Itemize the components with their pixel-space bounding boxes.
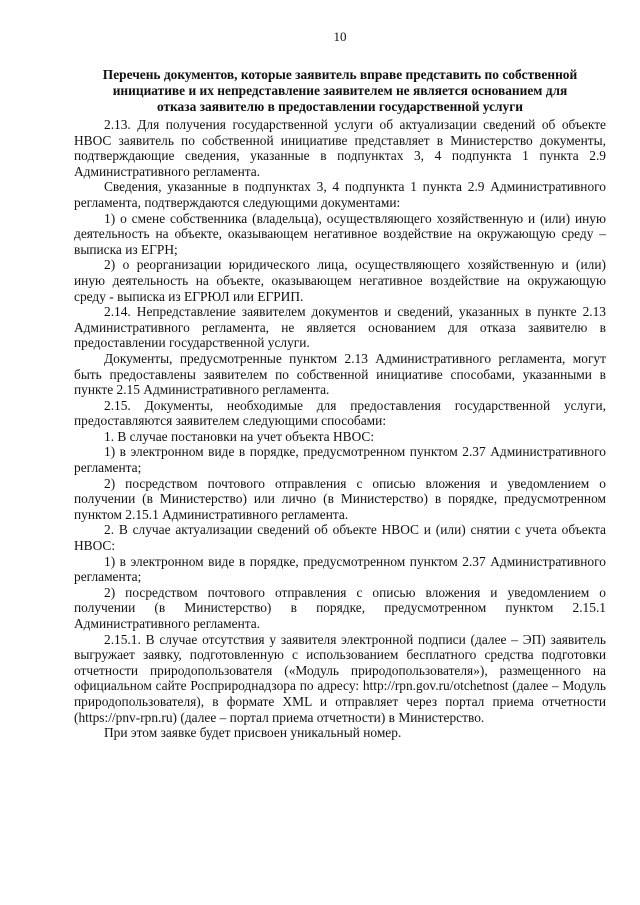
- list-item: 1) в электронном виде в порядке, предусмотренном пунктом 2.37 Административного регламента;: [74, 553, 606, 585]
- page-number: 10: [333, 29, 347, 44]
- heading-line: отказа заявителю в предоставлении государственной услуги: [156, 98, 524, 114]
- paragraph-2-15-1: 2.15.1. В случае отсутствия у заявителя электронной подписи (далее – ЭП) заявитель выгружает заявку, подготовленную с использованием бесплатного средства подготовки отчетности природопользователя («Модуль природопользователя»), размещенного на официальном сайте Росприроднадзора по адресу: http://rpn.gov.ru/otchetnost (далее – Модуль природопользователя), в формате XML и отправляет через портал приема отчетности (https://pnv-rpn.ru) (далее – портал приема отчетности) в Министерство.: [74, 631, 606, 725]
- list-item: 2) посредством почтового отправления с описью вложения и уведомлением о получении (в Министерство) или лично (в Министерство) в порядке, предусмотренном пунктом 2.15.1 Административного регламента.: [74, 475, 606, 522]
- document-body: [74, 117, 606, 741]
- list-item: 2) о реорганизации юридического лица, осуществляющего хозяйственную и (или) иную деятельность на объекте, оказывающем негативное воздействие на окружающую среду - выписка из ЕГРЮЛ или ЕГРИП.: [74, 257, 606, 304]
- paragraph-info-intro: Сведения, указанные в подпунктах 3, 4 подпункта 1 пункта 2.9 Административного регламента, подтверждаются следующими документами:: [74, 179, 606, 210]
- list-item: 2. В случае актуализации сведений об объекте НВОС и (или) снятии с учета объекта НВОС:: [74, 522, 606, 554]
- paragraph: Документы, предусмотренные пунктом 2.13 Административного регламента, могут быть предоставлены заявителем по собственной инициативе способами, указанными в пункте 2.15 Административного регламента.: [74, 350, 606, 398]
- paragraph-2-14: 2.14. Непредставление заявителем документов и сведений, указанных в пункте 2.13 Административного регламента, не является основанием для отказа заявителю в предоставлении государственной услуги.: [74, 304, 606, 351]
- list-item: 1. В случае постановки на учет объекта НВОС:: [104, 428, 375, 444]
- paragraph-2-13: 2.13. Для получения государственной услуги об актуализации сведений об объекте НВОС заявитель по собственной инициативе представляет в Министерство документы, подтверждающие сведения, указанные в подпунктах 3, 4 подпункта 1 пункта 2.9 Административного регламента.: [74, 117, 606, 179]
- section-heading: [74, 67, 606, 114]
- list-item: 1) о смене собственника (владельца), осуществляющего хозяйственную и (или) иную деятельность на объекте, оказывающем негативное воздействие на окружающую среду – выписка из ЕГРН;: [74, 210, 606, 257]
- list-item: 2) посредством почтового отправления с описью вложения и уведомлением о получении (в Министерство) в порядке, предусмотренном пунктом 2.15.1 Административного регламента.: [74, 584, 606, 631]
- heading-line: инициативе и их непредставление заявителем не является основанием для: [112, 82, 568, 98]
- heading-line: Перечень документов, которые заявитель вправе представить по собственной: [102, 67, 578, 82]
- paragraph-2-15: 2.15. Документы, необходимые для предоставления государственной услуги, предоставляются заявителем следующими способами:: [74, 397, 606, 429]
- paragraph: При этом заявке будет присвоен уникальный номер.: [104, 725, 402, 741]
- list-item: 1) в электронном виде в порядке, предусмотренном пунктом 2.37 Административного регламента;: [74, 444, 606, 476]
